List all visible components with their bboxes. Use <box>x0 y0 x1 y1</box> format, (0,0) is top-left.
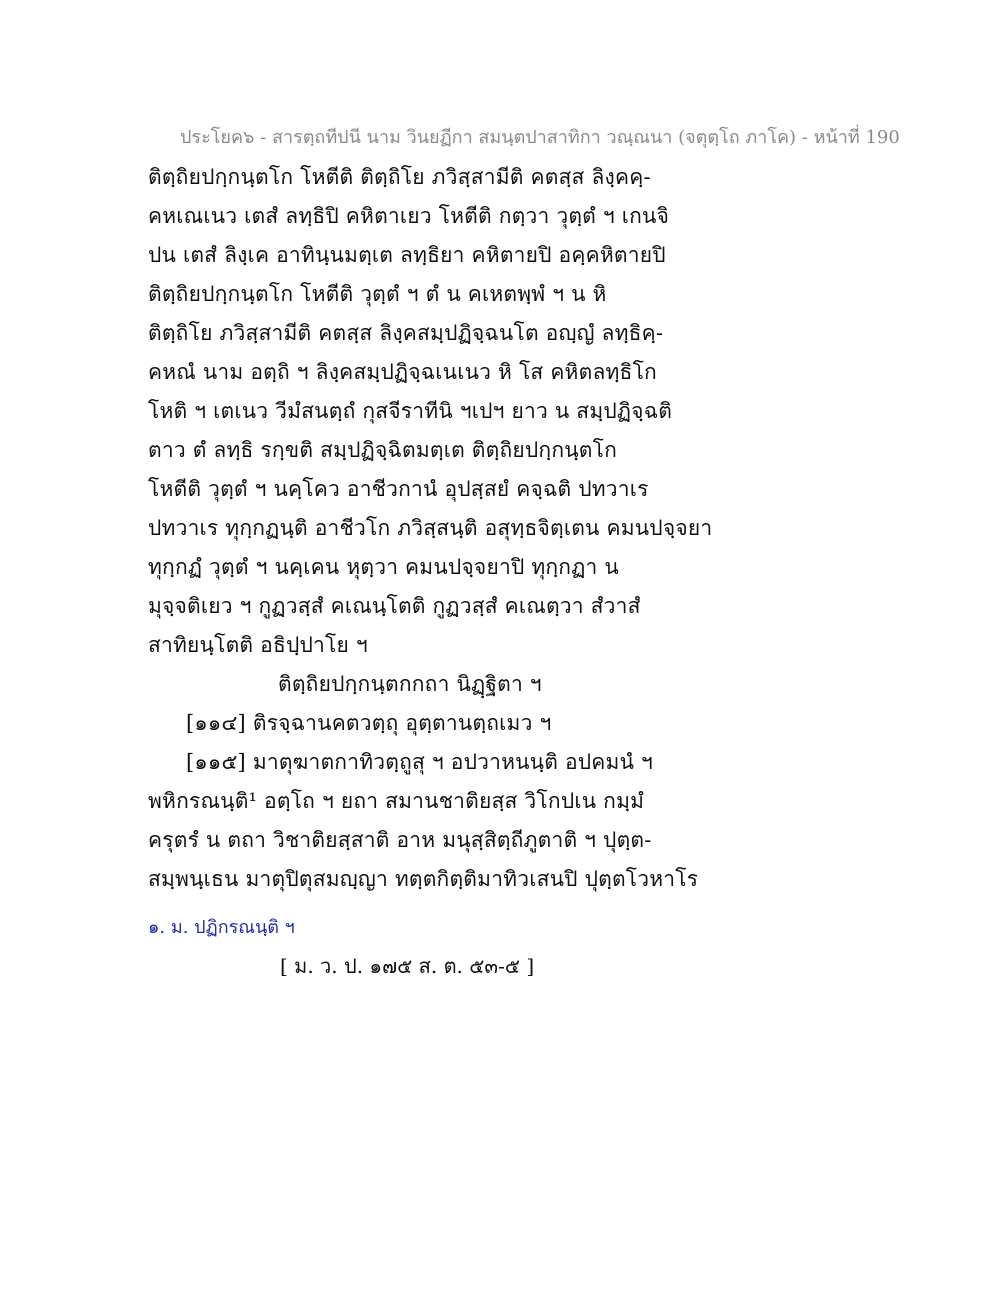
text-line: คหเณเนว เตสํ ลทฺธิปิ คหิตาเยว โหตีติ กตฺวา วุตฺตํ ฯ เกนจิ <box>148 204 670 228</box>
text-line: โหตีติ วุตฺตํ ฯ นคฺโคว อาชีวกานํ อุปสฺสยํ คจฺฉติ ปทวาเร <box>148 477 649 501</box>
text-line: โหติ ฯ เตเนว วีมํสนตฺถํ กุสจีราทีนิ ฯเปฯ ยาว น สมฺปฏิจฺฉติ <box>148 399 673 423</box>
text-line: พหิกรณนฺติ¹ อตฺโถ ฯ ยถา สมานชาติยสฺส วิโกปเน กมฺมํ <box>148 789 645 813</box>
text-line: สมฺพนฺเธน มาตุปิตุสมญฺญา ทตฺตกิตฺติมาทิวเสนปิ ปุตฺตโวหาโร <box>148 867 699 891</box>
text-line: ครุตรํ น ตถา วิชาติยสฺสาติ อาห มนุสฺสิตฺถีภูตาติ ฯ ปุตฺต- <box>148 828 652 852</box>
running-header: ประโยค๖ - สารตฺถทีปนี นาม วินยฏีกา สมนฺตปาสาทิกา วณฺณนา (จตุตฺโถ ภาโค) - หน้าที่ 190 <box>180 127 900 148</box>
text-line: ติตฺถิโย ภวิสฺสามีติ คตสฺส ลิงฺคสมฺปฏิจฺฉนโต อญฺญํ ลทฺธิคฺ- <box>148 321 664 345</box>
section-end-heading: ติตฺถิยปกฺกนฺตกกถา นิฏฺฐิตา ฯ <box>278 672 542 696</box>
text-line: สาทิยนฺโตติ อธิปฺปาโย ฯ <box>148 633 368 657</box>
footnote: ๑. ม. ปฏิกรณนฺติ ฯ <box>148 917 295 938</box>
text-line: ทุกฺกฏํ วุตฺตํ ฯ นคฺเคน หุตฺวา คมนปจฺจยาปิ ทุกฺกฏา น <box>148 555 619 579</box>
text-line: ติตฺถิยปกฺกนฺตโก โหตีติ ติตฺถิโย ภวิสฺสามีติ คตสฺส ลิงฺคคฺ- <box>148 165 651 189</box>
text-line: ปทวาเร ทุกฺกฏนฺติ อาชีวโก ภวิสฺสนฺติ อสุทฺธจิตฺเตน คมนปจฺจยา <box>148 516 713 540</box>
text-line: ตาว ตํ ลทฺธิ รกฺขติ สมฺปฏิจฺฉิตมตฺเต ติตฺถิยปกฺกนฺตโก <box>148 438 618 462</box>
paragraph-114: [๑๑๔] ติรจฺฉานคตวตฺถุ อุตฺตานตฺถเมว ฯ <box>186 711 552 735</box>
text-line: คหณํ นาม อตฺถิ ฯ ลิงฺคสมฺปฏิจฺฉเนเนว หิ โส คหิตลทฺธิโก <box>148 360 657 384</box>
page-reference: [ ม. ว. ป. ๑๗๕ ส. ต. ๕๓-๕ ] <box>280 954 535 978</box>
paragraph-115: [๑๑๕] มาตุฆาตกาทิวตฺถูสุ ฯ อปวาหนนฺติ อปคมนํ ฯ <box>186 750 654 774</box>
body-text <box>148 158 868 899</box>
text-line: ปน เตสํ ลิงฺเค อาทินฺนมตฺเต ลทฺธิยา คหิตายปิ อคฺคหิตายปิ <box>148 243 666 267</box>
text-line: ติตฺถิยปกฺกนฺตโก โหตีติ วุตฺตํ ฯ ตํ น คเหตพฺพํ ฯ น หิ <box>148 282 607 306</box>
text-line: มุจฺจติเยว ฯ กูฏวสฺสํ คเณนฺโตติ กูฏวสฺสํ คเณตฺวา สํวาสํ <box>148 594 641 618</box>
